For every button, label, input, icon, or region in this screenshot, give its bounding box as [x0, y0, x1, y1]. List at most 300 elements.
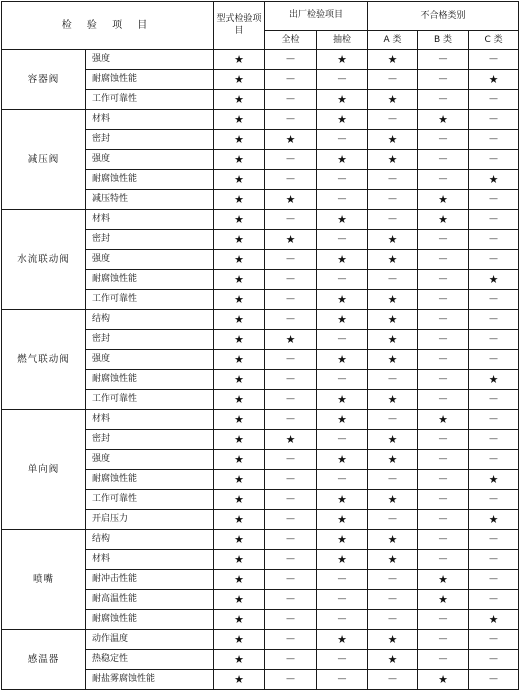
cell-full-check [265, 670, 317, 690]
cell-sample-check [317, 470, 368, 490]
cell-type-test [214, 110, 265, 130]
cell-class-b [418, 550, 469, 570]
cell-full-check [265, 650, 317, 670]
cell-class-a [368, 650, 418, 670]
cell-class-b [418, 190, 469, 210]
cell-full-check [265, 410, 317, 430]
star-icon: ★ [234, 172, 244, 186]
header-class-c: C 类 [469, 31, 519, 50]
dash-icon: — [489, 634, 499, 644]
cell-class-b [418, 570, 469, 590]
header-type-test-label: 型式检验项目 [216, 13, 262, 36]
dash-icon: — [388, 474, 398, 484]
item-name: 强度 [86, 150, 214, 170]
star-icon: ★ [387, 52, 398, 66]
dash-icon: — [438, 54, 448, 64]
dash-icon: — [438, 74, 448, 84]
star-icon: ★ [234, 272, 244, 286]
star-icon: ★ [488, 172, 499, 186]
cell-sample-check [317, 190, 368, 210]
cell-sample-check [317, 270, 368, 290]
cell-type-test [214, 50, 265, 70]
cell-class-c [469, 230, 519, 250]
star-icon: ★ [234, 472, 244, 486]
dash-icon: — [438, 94, 448, 104]
cell-class-a [368, 470, 418, 490]
cell-class-a [368, 630, 418, 650]
dash-icon: — [286, 354, 296, 364]
cell-full-check [265, 290, 317, 310]
item-name: 耐腐蚀性能 [86, 610, 214, 630]
cell-class-b [418, 210, 469, 230]
header-type-test [214, 2, 265, 50]
cell-class-b [418, 230, 469, 250]
cell-full-check [265, 330, 317, 350]
header-item-column [2, 2, 214, 50]
cell-sample-check [317, 350, 368, 370]
cell-sample-check [317, 330, 368, 350]
table-row [2, 110, 519, 130]
cell-class-b [418, 670, 469, 690]
item-name: 耐盐雾腐蚀性能 [86, 670, 214, 690]
cell-type-test [214, 130, 265, 150]
cell-class-c [469, 370, 519, 390]
cell-class-c [469, 110, 519, 130]
cell-class-c [469, 290, 519, 310]
item-name: 工作可靠性 [86, 490, 214, 510]
cell-type-test [214, 430, 265, 450]
star-icon: ★ [234, 72, 244, 86]
cell-class-b [418, 610, 469, 630]
cell-sample-check [317, 650, 368, 670]
cell-class-b [418, 350, 469, 370]
star-icon: ★ [285, 432, 296, 446]
cell-class-c [469, 350, 519, 370]
star-icon: ★ [337, 412, 347, 426]
cell-sample-check [317, 310, 368, 330]
star-icon: ★ [387, 392, 398, 406]
group-name: 单向阀 [2, 410, 86, 530]
star-icon: ★ [337, 252, 347, 266]
dash-icon: — [286, 554, 296, 564]
cell-class-a [368, 290, 418, 310]
star-icon: ★ [234, 152, 244, 166]
item-name: 结构 [86, 310, 214, 330]
cell-class-c [469, 250, 519, 270]
star-icon: ★ [337, 152, 347, 166]
cell-class-a [368, 110, 418, 130]
dash-icon: — [286, 574, 296, 584]
cell-class-b [418, 370, 469, 390]
dash-icon: — [337, 574, 347, 584]
item-name: 密封 [86, 330, 214, 350]
dash-icon: — [337, 174, 347, 184]
cell-class-b [418, 430, 469, 450]
dash-icon: — [489, 194, 499, 204]
dash-icon: — [388, 594, 398, 604]
dash-icon: — [286, 394, 296, 404]
star-icon: ★ [387, 232, 398, 246]
cell-class-a [368, 410, 418, 430]
cell-full-check [265, 190, 317, 210]
dash-icon: — [286, 514, 296, 524]
cell-type-test [214, 450, 265, 470]
cell-class-a [368, 130, 418, 150]
cell-class-c [469, 530, 519, 550]
cell-type-test [214, 390, 265, 410]
cell-type-test [214, 370, 265, 390]
star-icon: ★ [337, 452, 347, 466]
group-name: 水流联动阀 [2, 210, 86, 310]
star-icon: ★ [337, 312, 347, 326]
cell-class-a [368, 570, 418, 590]
cell-sample-check [317, 290, 368, 310]
dash-icon: — [388, 114, 398, 124]
item-name: 密封 [86, 430, 214, 450]
dash-icon: — [337, 234, 347, 244]
dash-icon: — [489, 314, 499, 324]
cell-class-a [368, 190, 418, 210]
table-row [2, 530, 519, 550]
cell-full-check [265, 590, 317, 610]
cell-class-a [368, 370, 418, 390]
cell-type-test [214, 470, 265, 490]
table-row [2, 310, 519, 330]
star-icon: ★ [234, 312, 244, 326]
star-icon: ★ [337, 512, 347, 526]
cell-class-b [418, 330, 469, 350]
cell-class-a [368, 90, 418, 110]
cell-class-c [469, 330, 519, 350]
star-icon: ★ [337, 632, 347, 646]
star-icon: ★ [285, 332, 296, 346]
star-icon: ★ [234, 92, 244, 106]
header-class-b: B 类 [418, 31, 469, 50]
cell-class-b [418, 490, 469, 510]
cell-full-check [265, 430, 317, 450]
group-name: 燃气联动阀 [2, 310, 86, 410]
cell-class-a [368, 590, 418, 610]
dash-icon: — [337, 374, 347, 384]
cell-class-b [418, 70, 469, 90]
dash-icon: — [286, 454, 296, 464]
group-name: 喷嘴 [2, 530, 86, 630]
dash-icon: — [286, 534, 296, 544]
dash-icon: — [438, 434, 448, 444]
star-icon: ★ [234, 332, 244, 346]
star-icon: ★ [337, 292, 347, 306]
cell-sample-check [317, 590, 368, 610]
dash-icon: — [438, 474, 448, 484]
dash-icon: — [337, 434, 347, 444]
cell-type-test [214, 650, 265, 670]
cell-full-check [265, 90, 317, 110]
star-icon: ★ [387, 452, 398, 466]
star-icon: ★ [438, 672, 448, 686]
header-factory-test-label: 出厂检验项目 [289, 10, 344, 21]
header-full-check: 全检 [265, 31, 317, 50]
star-icon: ★ [234, 552, 244, 566]
cell-type-test [214, 330, 265, 350]
dash-icon: — [337, 194, 347, 204]
dash-icon: — [286, 314, 296, 324]
dash-icon: — [337, 334, 347, 344]
cell-sample-check [317, 550, 368, 570]
star-icon: ★ [234, 372, 244, 386]
dash-icon: — [489, 654, 499, 664]
dash-icon: — [438, 314, 448, 324]
cell-class-a [368, 150, 418, 170]
cell-type-test [214, 490, 265, 510]
star-icon: ★ [234, 292, 244, 306]
dash-icon: — [438, 634, 448, 644]
star-icon: ★ [387, 492, 398, 506]
cell-type-test [214, 530, 265, 550]
cell-sample-check [317, 430, 368, 450]
cell-class-a [368, 490, 418, 510]
star-icon: ★ [387, 132, 398, 146]
star-icon: ★ [234, 672, 244, 686]
cell-sample-check [317, 410, 368, 430]
item-name: 密封 [86, 130, 214, 150]
dash-icon: — [438, 534, 448, 544]
item-name: 耐腐蚀性能 [86, 270, 214, 290]
cell-sample-check [317, 110, 368, 130]
item-name: 强度 [86, 250, 214, 270]
cell-type-test [214, 510, 265, 530]
cell-full-check [265, 490, 317, 510]
dash-icon: — [286, 474, 296, 484]
dash-icon: — [388, 374, 398, 384]
cell-class-b [418, 250, 469, 270]
star-icon: ★ [234, 192, 244, 206]
dash-icon: — [286, 114, 296, 124]
cell-type-test [214, 630, 265, 650]
dash-icon: — [286, 94, 296, 104]
cell-class-a [368, 330, 418, 350]
cell-class-a [368, 230, 418, 250]
header-nonconform-label: 不合格类别 [420, 10, 466, 21]
dash-icon: — [337, 474, 347, 484]
dash-icon: — [489, 554, 499, 564]
star-icon: ★ [337, 92, 347, 106]
cell-class-a [368, 250, 418, 270]
dash-icon: — [438, 174, 448, 184]
cell-class-c [469, 50, 519, 70]
dash-icon: — [286, 414, 296, 424]
star-icon: ★ [234, 432, 244, 446]
cell-sample-check [317, 370, 368, 390]
cell-class-c [469, 390, 519, 410]
cell-sample-check [317, 170, 368, 190]
cell-full-check [265, 630, 317, 650]
cell-class-b [418, 90, 469, 110]
star-icon: ★ [234, 252, 244, 266]
cell-class-b [418, 630, 469, 650]
table-row [2, 210, 519, 230]
dash-icon: — [388, 574, 398, 584]
cell-class-b [418, 450, 469, 470]
cell-class-c [469, 610, 519, 630]
cell-class-b [418, 590, 469, 610]
cell-class-b [418, 270, 469, 290]
star-icon: ★ [234, 492, 244, 506]
cell-class-c [469, 270, 519, 290]
cell-class-a [368, 530, 418, 550]
dash-icon: — [438, 234, 448, 244]
header-sample-check: 抽检 [317, 31, 368, 50]
cell-class-b [418, 390, 469, 410]
star-icon: ★ [337, 492, 347, 506]
item-name: 耐腐蚀性能 [86, 470, 214, 490]
cell-class-a [368, 450, 418, 470]
cell-class-c [469, 570, 519, 590]
item-name: 结构 [86, 530, 214, 550]
cell-class-a [368, 170, 418, 190]
star-icon: ★ [234, 412, 244, 426]
cell-sample-check [317, 570, 368, 590]
dash-icon: — [286, 274, 296, 284]
dash-icon: — [286, 214, 296, 224]
star-icon: ★ [337, 352, 347, 366]
cell-class-b [418, 530, 469, 550]
cell-type-test [214, 290, 265, 310]
dash-icon: — [337, 274, 347, 284]
dash-icon: — [388, 614, 398, 624]
header-nonconform [368, 2, 519, 31]
cell-class-a [368, 550, 418, 570]
cell-type-test [214, 190, 265, 210]
star-icon: ★ [488, 512, 499, 526]
cell-type-test [214, 210, 265, 230]
cell-full-check [265, 370, 317, 390]
cell-class-c [469, 70, 519, 90]
dash-icon: — [438, 614, 448, 624]
cell-class-a [368, 350, 418, 370]
cell-class-a [368, 310, 418, 330]
item-name: 强度 [86, 350, 214, 370]
cell-full-check [265, 230, 317, 250]
item-name: 减压特性 [86, 190, 214, 210]
star-icon: ★ [438, 192, 448, 206]
table-header [2, 2, 519, 50]
dash-icon: — [286, 154, 296, 164]
star-icon: ★ [234, 352, 244, 366]
dash-icon: — [388, 194, 398, 204]
cell-class-c [469, 150, 519, 170]
star-icon: ★ [387, 632, 398, 646]
cell-class-c [469, 210, 519, 230]
item-name: 耐冲击性能 [86, 570, 214, 590]
cell-class-c [469, 430, 519, 450]
dash-icon: — [489, 454, 499, 464]
cell-full-check [265, 250, 317, 270]
cell-sample-check [317, 70, 368, 90]
star-icon: ★ [387, 292, 398, 306]
star-icon: ★ [337, 112, 347, 126]
star-icon: ★ [387, 532, 398, 546]
dash-icon: — [489, 394, 499, 404]
cell-class-b [418, 130, 469, 150]
cell-full-check [265, 610, 317, 630]
cell-full-check [265, 530, 317, 550]
cell-class-c [469, 90, 519, 110]
cell-sample-check [317, 610, 368, 630]
cell-class-c [469, 650, 519, 670]
cell-full-check [265, 170, 317, 190]
dash-icon: — [438, 254, 448, 264]
item-name: 耐腐蚀性能 [86, 170, 214, 190]
dash-icon: — [489, 254, 499, 264]
item-name: 耐腐蚀性能 [86, 370, 214, 390]
item-name: 热稳定性 [86, 650, 214, 670]
dash-icon: — [489, 54, 499, 64]
cell-sample-check [317, 230, 368, 250]
cell-class-a [368, 270, 418, 290]
star-icon: ★ [285, 192, 296, 206]
cell-type-test [214, 350, 265, 370]
star-icon: ★ [387, 552, 398, 566]
cell-sample-check [317, 250, 368, 270]
star-icon: ★ [488, 272, 499, 286]
star-icon: ★ [438, 212, 448, 226]
cell-sample-check [317, 490, 368, 510]
dash-icon: — [286, 54, 296, 64]
cell-class-b [418, 310, 469, 330]
dash-icon: — [438, 374, 448, 384]
star-icon: ★ [488, 472, 499, 486]
cell-class-a [368, 430, 418, 450]
star-icon: ★ [387, 432, 398, 446]
star-icon: ★ [234, 612, 244, 626]
item-name: 耐腐蚀性能 [86, 70, 214, 90]
header-class-a: A 类 [368, 31, 418, 50]
cell-sample-check [317, 670, 368, 690]
item-name: 工作可靠性 [86, 90, 214, 110]
dash-icon: — [438, 554, 448, 564]
cell-type-test [214, 170, 265, 190]
item-name: 材料 [86, 210, 214, 230]
star-icon: ★ [387, 652, 398, 666]
cell-full-check [265, 130, 317, 150]
cell-class-b [418, 150, 469, 170]
dash-icon: — [388, 274, 398, 284]
cell-class-c [469, 670, 519, 690]
group-name: 感温器 [2, 630, 86, 690]
star-icon: ★ [387, 332, 398, 346]
cell-full-check [265, 70, 317, 90]
cell-class-b [418, 410, 469, 430]
dash-icon: — [489, 94, 499, 104]
cell-class-a [368, 670, 418, 690]
dash-icon: — [438, 334, 448, 344]
cell-full-check [265, 210, 317, 230]
star-icon: ★ [488, 612, 499, 626]
cell-type-test [214, 230, 265, 250]
cell-full-check [265, 310, 317, 330]
star-icon: ★ [438, 112, 448, 126]
inspection-items-table [1, 1, 519, 690]
cell-type-test [214, 610, 265, 630]
cell-type-test [214, 150, 265, 170]
cell-type-test [214, 550, 265, 570]
cell-class-c [469, 410, 519, 430]
star-icon: ★ [234, 212, 244, 226]
star-icon: ★ [234, 392, 244, 406]
dash-icon: — [286, 174, 296, 184]
dash-icon: — [337, 674, 347, 684]
item-name: 材料 [86, 110, 214, 130]
